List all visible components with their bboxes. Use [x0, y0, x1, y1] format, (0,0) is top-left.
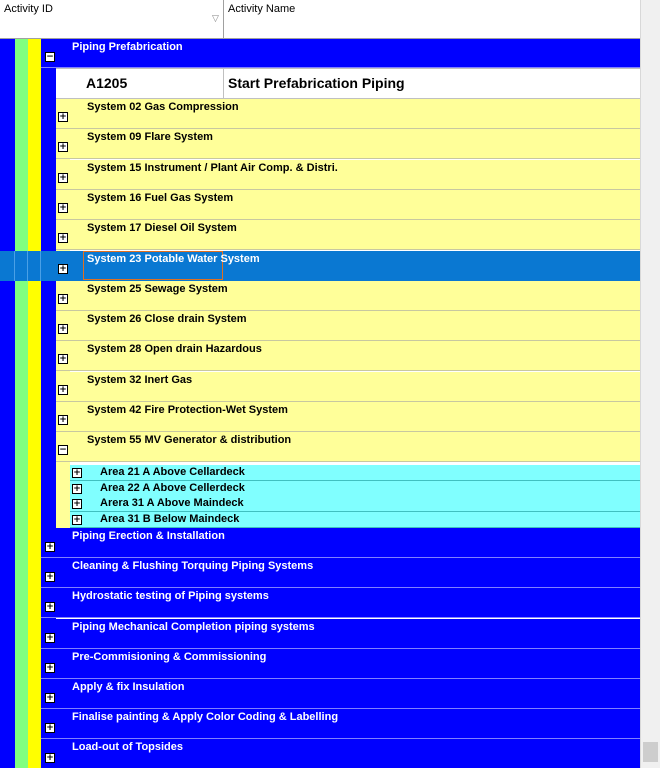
- wbs-row-group[interactable]: [41, 709, 640, 739]
- expand-toggle-icon[interactable]: +: [46, 723, 54, 734]
- wbs-row-label: System 23 Potable Water System: [87, 252, 260, 265]
- wbs-row-group[interactable]: [41, 619, 640, 649]
- wbs-row-group[interactable]: [41, 558, 640, 588]
- wbs-row-label: Cleaning & Flushing Torquing Piping Systems: [72, 560, 314, 573]
- expand-toggle-icon[interactable]: +: [59, 263, 67, 274]
- wbs-row-system[interactable]: [56, 432, 640, 462]
- expand-toggle-icon[interactable]: +: [59, 233, 67, 244]
- wbs-row-label: System 28 Open drain Hazardous: [87, 343, 262, 356]
- wbs-row-system[interactable]: [56, 99, 640, 129]
- expand-toggle-icon[interactable]: +: [46, 602, 54, 613]
- wbs-row-label: System 25 Sewage System: [87, 282, 228, 295]
- wbs-band-yellow: [28, 39, 41, 768]
- scrollbar-thumb[interactable]: [643, 742, 658, 762]
- activity-grid: [0, 39, 640, 768]
- expand-toggle-icon[interactable]: +: [73, 468, 81, 478]
- expand-toggle-icon[interactable]: +: [46, 693, 54, 703]
- expand-toggle-icon[interactable]: +: [59, 415, 67, 425]
- activity-id-cell: A1205: [86, 75, 128, 91]
- wbs-row-system[interactable]: [56, 402, 640, 432]
- expand-toggle-icon[interactable]: +: [46, 662, 54, 673]
- wbs-row-label: System 09 Flare System: [87, 131, 213, 144]
- wbs-row-system[interactable]: [56, 281, 640, 311]
- wbs-row-label: Piping Prefabrication: [72, 41, 183, 53]
- sort-filter-icon[interactable]: ▽: [212, 13, 219, 23]
- wbs-row-label: System 26 Close drain System: [87, 313, 247, 326]
- wbs-row-label: System 15 Instrument / Plant Air Comp. & Distri.: [87, 161, 338, 174]
- band-divider: [40, 251, 41, 281]
- expand-toggle-icon[interactable]: +: [73, 515, 81, 526]
- wbs-row-label: Arera 31 A Above Maindeck: [100, 497, 244, 510]
- wbs-row-area[interactable]: [70, 512, 640, 528]
- wbs-row-area[interactable]: [70, 465, 640, 481]
- wbs-row-label: System 16 Fuel Gas System: [87, 191, 234, 204]
- wbs-row-label: System 32 Inert Gas: [87, 373, 193, 386]
- activity-name-cell: Start Prefabrication Piping: [228, 75, 405, 91]
- wbs-band-blue: [3, 39, 15, 768]
- expand-toggle-icon[interactable]: +: [59, 142, 67, 153]
- wbs-row-system[interactable]: [56, 341, 640, 371]
- wbs-row-label: Pre-Commisioning & Commissioning: [72, 650, 267, 663]
- expand-toggle-icon[interactable]: +: [59, 112, 67, 122]
- wbs-row-group[interactable]: [41, 649, 640, 679]
- column-header-activity-id-label: Activity ID: [4, 3, 53, 15]
- expand-toggle-icon[interactable]: +: [46, 753, 54, 764]
- expand-toggle-icon[interactable]: +: [46, 632, 54, 643]
- wbs-row-label: Hydrostatic testing of Piping systems: [72, 590, 269, 603]
- wbs-row-label: Finalise painting & Apply Color Coding & Labelling: [72, 711, 339, 724]
- wbs-row-group[interactable]: [41, 679, 640, 709]
- selected-row-band-cells: [0, 251, 56, 281]
- wbs-row-label: System 02 Gas Compression: [87, 101, 239, 113]
- wbs-row-system[interactable]: [56, 160, 640, 190]
- wbs-row-system[interactable]: [56, 311, 640, 341]
- wbs-row-system[interactable]: [56, 372, 640, 402]
- wbs-row-system-selected[interactable]: [0, 251, 640, 281]
- column-divider: [223, 69, 224, 98]
- expand-toggle-icon[interactable]: +: [46, 572, 54, 583]
- expand-toggle-icon[interactable]: +: [59, 384, 67, 395]
- collapse-toggle-icon[interactable]: −: [59, 445, 67, 456]
- wbs-band-green: [15, 39, 28, 768]
- column-header-activity-name-label: Activity Name: [228, 3, 296, 15]
- activity-row-a1205[interactable]: [56, 68, 640, 99]
- wbs-row-area[interactable]: [70, 496, 640, 512]
- expand-toggle-icon[interactable]: +: [73, 483, 81, 494]
- column-header-activity-id[interactable]: [0, 0, 224, 38]
- wbs-row-system[interactable]: [56, 220, 640, 250]
- wbs-row-system[interactable]: [56, 190, 640, 220]
- wbs-row-area[interactable]: [70, 481, 640, 497]
- column-header-activity-name[interactable]: [225, 0, 640, 38]
- band-divider: [14, 251, 15, 281]
- expand-toggle-icon[interactable]: +: [73, 499, 81, 510]
- expand-toggle-icon[interactable]: +: [59, 354, 67, 365]
- column-header-bar: [0, 0, 640, 39]
- wbs-row-label: Piping Erection & Installation: [72, 530, 225, 542]
- wbs-row-label: Area 22 A Above Cellerdeck: [100, 481, 245, 494]
- expand-toggle-icon[interactable]: +: [59, 202, 67, 213]
- band-divider: [27, 251, 28, 281]
- collapse-toggle-icon[interactable]: −: [46, 52, 54, 62]
- wbs-row-group[interactable]: [41, 739, 640, 768]
- wbs-row-label: System 42 Fire Protection-Wet System: [87, 404, 288, 416]
- expand-toggle-icon[interactable]: +: [59, 324, 67, 335]
- wbs-row-label: Piping Mechanical Completion piping systems: [72, 620, 315, 633]
- expand-toggle-icon[interactable]: +: [59, 293, 67, 304]
- wbs-row-label: System 55 MV Generator & distribution: [87, 434, 292, 447]
- expand-toggle-icon[interactable]: +: [46, 542, 54, 552]
- wbs-row-label: Area 31 B Below Maindeck: [100, 513, 240, 526]
- expand-toggle-icon[interactable]: +: [59, 172, 67, 183]
- wbs-row-system[interactable]: [56, 129, 640, 159]
- wbs-row-label: Apply & fix Insulation: [72, 681, 185, 693]
- wbs-row-piping-prefabrication[interactable]: [41, 39, 640, 68]
- wbs-row-label: Area 21 A Above Cellardeck: [100, 466, 245, 478]
- wbs-row-group[interactable]: [41, 588, 640, 618]
- wbs-row-group[interactable]: [41, 528, 640, 558]
- wbs-row-label: Load-out of Topsides: [72, 741, 184, 754]
- wbs-row-label: System 17 Diesel Oil System: [87, 222, 237, 235]
- vertical-scrollbar[interactable]: [640, 0, 660, 768]
